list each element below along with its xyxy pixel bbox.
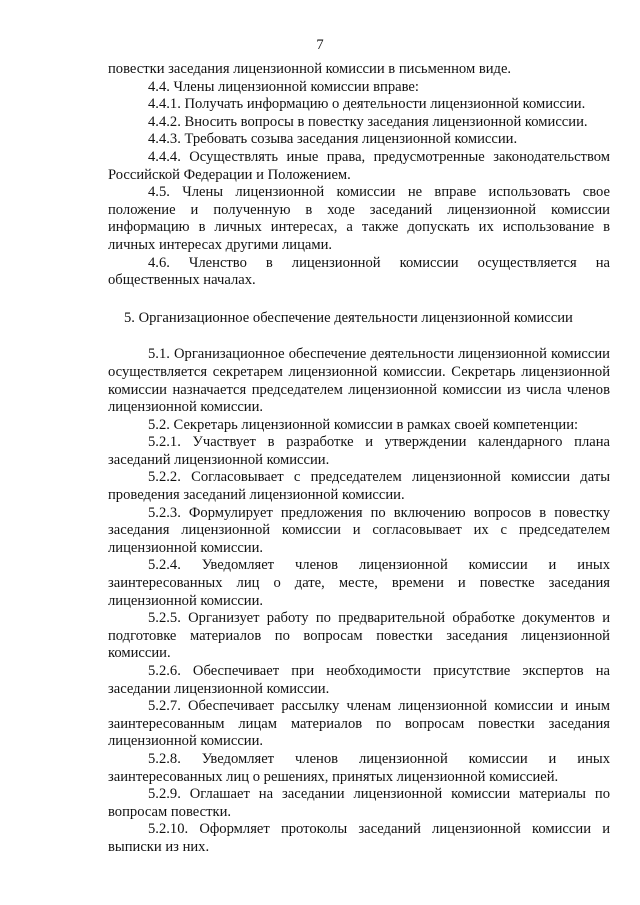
paragraph-5-2-9: 5.2.9. Оглашает на заседании лицензионной комиссии материалы по вопросам повестки.: [108, 786, 610, 820]
paragraph-5-2-4: 5.2.4. Уведомляет членов лицензионной комиссии и иных заинтересованных лиц о дате, месте, времени и повестке заседания лицензионной комиссии.: [108, 557, 610, 609]
paragraph-4-6: 4.6. Членство в лицензионной комиссии осуществляется на общественных началах.: [108, 254, 610, 289]
paragraph-4-4-1: 4.4.1. Получать информацию о деятельности лицензионной комиссии.: [148, 96, 586, 113]
section-heading: 5. Организационное обеспечение деятельности лицензионной комиссии: [124, 309, 573, 326]
paragraph-5-2-1: 5.2.1. Участвует в разработке и утверждении календарного плана заседаний лицензионной комиссии.: [108, 434, 610, 468]
document-body: [108, 61, 610, 857]
paragraph-5-1: 5.1. Организационное обеспечение деятельности лицензионной комиссии осуществляется секретарем лицензионной комиссии. Секретарь лицензионной комиссии назначается председателем лицензионной комиссии из числа членов лицензионной комиссии.: [108, 346, 610, 416]
paragraph-4-4-4: 4.4.4. Осуществлять иные права, предусмотренные законодательством Российской Федерации и Положением.: [108, 148, 610, 183]
paragraph-5-2-10: 5.2.10. Оформляет протоколы заседаний лицензионной комиссии и выписки из них.: [108, 821, 610, 855]
paragraph-5-2: 5.2. Секретарь лицензионной комиссии в рамках своей компетенции:: [148, 416, 579, 433]
page-number: 7: [316, 37, 324, 53]
spacer: [108, 290, 610, 310]
paragraph-4-4-3: 4.4.3. Требовать созыва заседания лицензионной комиссии.: [148, 131, 518, 148]
paragraph-4-4: 4.4. Члены лицензионной комиссии вправе:: [148, 78, 419, 95]
paragraph-5-2-8: 5.2.8. Уведомляет членов лицензионной комиссии и иных заинтересованных лиц о решениях, принятых лицензионной комиссией.: [108, 750, 610, 785]
paragraph-continuation: повестки заседания лицензионной комиссии в письменном виде.: [108, 61, 512, 77]
paragraph-5-2-5: 5.2.5. Организует работу по предварительной обработке документов и подготовке материалов по вопросам повестки заседания лицензионной комиссии.: [108, 610, 610, 662]
paragraph-5-2-6: 5.2.6. Обеспечивает при необходимости присутствие экспертов на заседании лицензионной комиссии.: [108, 663, 610, 697]
paragraph-5-2-2: 5.2.2. Согласовывает с председателем лицензионной комиссии даты проведения заседаний лицензионной комиссии.: [108, 469, 610, 504]
paragraph-4-4-2: 4.4.2. Вносить вопросы в повестку заседания лицензионной комиссии.: [148, 113, 588, 130]
paragraph-5-2-7: 5.2.7. Обеспечивает рассылку членам лицензионной комиссии и иным заинтересованным лицам материалов по вопросам повестки заседания лицензионной комиссии.: [108, 698, 610, 750]
paragraph-5-2-3: 5.2.3. Формулирует предложения по включению вопросов в повестку заседания лицензионной комиссии и согласовывает их с председателем лицензионной комиссии.: [108, 504, 610, 556]
paragraph-4-5: 4.5. Члены лицензионной комиссии не вправе использовать свое положение и полученную в ходе заседаний лицензионной комиссии информацию в личных интересах, а также допускать их использование в личных интересах другими лицами.: [108, 184, 610, 253]
spacer: [108, 327, 610, 346]
